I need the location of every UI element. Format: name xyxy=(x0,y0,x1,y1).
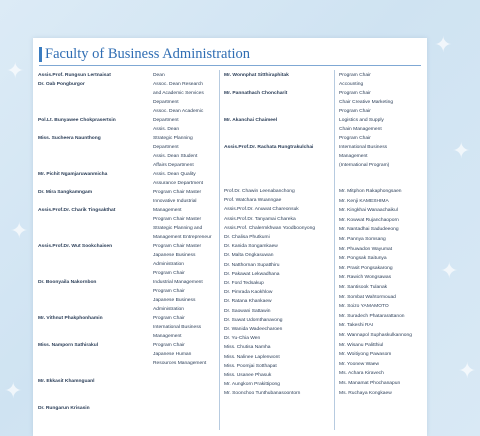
position-line: Program Chair xyxy=(153,343,185,348)
position-line: Dr. Kanida Songamkaew xyxy=(224,244,278,250)
position-line: Administration xyxy=(153,307,184,312)
position-line: Assis.Prof. Chalermkhwan Yoodboonyong xyxy=(224,225,316,231)
person-name: Miss. Namporn Sathirakul xyxy=(38,343,99,348)
position-line: Dr. Pimrada Kaokhlow xyxy=(224,290,273,296)
background-sparkle-icon: ✦ xyxy=(434,32,453,57)
background-sparkle-icon: ✦ xyxy=(458,358,477,383)
position-line: Chair Creative Marketing xyxy=(339,100,394,105)
position-line: Mr. Yoonew Waew xyxy=(339,361,380,367)
position-line: Assis. Dean xyxy=(153,127,180,132)
position-line: Mr. Prasit Pongsakarong xyxy=(339,265,393,271)
position-line: Accounting xyxy=(339,82,364,87)
position-line: Prof.Dr. Chawin Leenabanchong xyxy=(224,189,295,194)
position-line: Japanese Human xyxy=(153,352,192,357)
position-line: (International Program) xyxy=(339,163,390,168)
background-sparkle-icon: ✦ xyxy=(440,258,459,283)
position-line: Dr. Ford Tedsakup xyxy=(224,281,264,286)
position-line: Mr. Pongsak Saitunya xyxy=(339,256,387,262)
person-name: Mr. Vithnut Phakphonhamin xyxy=(38,316,103,321)
position-line: Assoc. Dean Research xyxy=(153,82,204,87)
position-line: Mr. Takeshi RAI xyxy=(339,323,374,329)
position-line: Resources Management xyxy=(153,361,207,366)
person-name: Pol.Lt. Bunyawee Chokprasertsin xyxy=(38,118,116,123)
position-line: Mr. Wannapol Suphaskulkannong xyxy=(339,333,412,338)
person-name: Dr. Mira Sangkamngam xyxy=(38,190,93,195)
position-line: Mr. Kowwat Rujanchaoporn xyxy=(339,217,399,223)
person-name: Dr. Boonyaila Nakornbon xyxy=(38,280,97,285)
person-name: Mr. Wonnphat Sitthiraphitak xyxy=(224,73,289,78)
position-line: Chain Management xyxy=(339,127,382,132)
position-line: Management Entrepreneur xyxy=(153,235,212,240)
position-line: Assis.Prof.Dr. Anuwat Chareonsuk xyxy=(224,207,299,213)
person-name: Dr. Rungarun Krisasin xyxy=(38,406,90,411)
position-line: International Business xyxy=(339,145,388,150)
position-line: Program Chair xyxy=(339,91,371,96)
person-name: Mr. Akanchai Chaimeel xyxy=(224,118,278,123)
position-line: Program Chair xyxy=(339,109,371,114)
person-name: Mr. Pichit Ngamjaruwanmicha xyxy=(38,172,108,177)
position-line: Dr. Saowani Sattawin xyxy=(224,308,271,314)
position-line: Mr. Aungkorn Prakittipong xyxy=(224,382,281,388)
person-name: Assis.Prof.Dr. Rachata Rungtrakulchai xyxy=(224,145,314,150)
position-line: International Business xyxy=(153,325,202,330)
position-line: Strategic Planning and xyxy=(153,226,203,231)
position-line: Japanese Business xyxy=(153,253,196,258)
position-line: Ms. Achara Kiravech xyxy=(339,371,384,377)
title-divider xyxy=(39,65,421,66)
position-line: Japanese Business xyxy=(153,298,196,303)
position-line: Logistics and Supply xyxy=(339,118,384,123)
position-line: Dr. Malta Ongkasuwan xyxy=(224,253,274,259)
position-line: Assis.Prof.Dr. Tanyamai Chareka xyxy=(224,216,296,222)
position-line: Assurance Department xyxy=(153,181,204,186)
position-line: Department xyxy=(153,100,179,105)
position-line: Miss. Nalinee Laplenwont xyxy=(224,354,280,360)
position-line: Miss. Poomjai Sotthapat xyxy=(224,363,277,369)
position-line: Dr. Yu-Chia Wen xyxy=(224,336,261,342)
position-line: Assoc. Dean Academic xyxy=(153,109,204,114)
column-divider xyxy=(334,70,335,430)
position-line: Dr. Chalisa Phutkumi xyxy=(224,235,270,240)
position-line: Assis. Dean Quality xyxy=(153,172,196,177)
position-line: Management xyxy=(153,334,182,339)
position-line: Mr. Kingkhai Wanaachaikul xyxy=(339,208,398,214)
position-line: Management xyxy=(339,154,368,159)
position-line: Miss. Usanee Phasuk xyxy=(224,373,272,378)
position-line: Miss. Chutisa Namha xyxy=(224,345,271,351)
position-line: Innovative Industrial xyxy=(153,199,197,204)
position-line: Dr. Suwat Udomthanavong xyxy=(224,317,283,323)
position-line: Affairs Department xyxy=(153,163,194,168)
background-sparkle-icon: ✦ xyxy=(452,138,471,163)
person-name: Dr. Oab Pongburgor xyxy=(38,82,85,87)
position-line: Mr. Woitiyong Pawasom xyxy=(339,352,392,358)
position-line: Dr. Natthornan Supatthiru xyxy=(224,262,280,268)
background-sparkle-icon: ✦ xyxy=(4,378,23,403)
person-name: Assis.Prof.Dr. Wut Sookchaisen xyxy=(38,244,113,249)
person-name: Miss. Sucheera Naunthong xyxy=(38,136,101,141)
position-line: Mr. Soizo YAMAMOTO xyxy=(339,304,389,310)
position-line: Prof. Watchara Wuanngae xyxy=(224,198,282,204)
position-line: Mr. Rawich Wongsawas xyxy=(339,275,392,281)
position-line: Management xyxy=(153,208,182,213)
position-line: Mr. Phuwadon Wayumat xyxy=(339,246,393,252)
position-line: Program Chair xyxy=(339,73,371,78)
person-name: Mr. Pannathach Choncharit xyxy=(224,91,288,96)
position-line: Dr. Ratana Khankaew xyxy=(224,299,272,305)
person-name: Mr. Ekkasit Khamnguanl xyxy=(38,379,95,384)
position-line: Program Chair xyxy=(153,289,185,294)
position-line: Mr. Wisanu Palitthiul xyxy=(339,342,384,348)
position-line: Mr. Santisook Tulanak xyxy=(339,285,388,290)
position-line: Assis. Dean Student xyxy=(153,154,198,159)
position-line: Mr. Suradech Phatararattanon xyxy=(339,313,405,319)
position-line: Program Chair Master xyxy=(153,244,202,249)
staff-directory-panel xyxy=(33,38,427,436)
position-line: Ms. Manamat Phochanapun xyxy=(339,381,401,386)
position-line: Mr. Nantadhai Sadudeeong xyxy=(339,227,399,233)
background-sparkle-icon: ✦ xyxy=(10,218,29,243)
position-line: and Academic Services xyxy=(153,91,204,96)
background-sparkle-icon: ✦ xyxy=(6,58,25,83)
position-line: Administration xyxy=(153,262,184,267)
position-line: Program Chair Master xyxy=(153,217,202,222)
column-divider xyxy=(219,70,220,430)
position-line: Mr. Kenji KAMESHIMA xyxy=(339,198,389,204)
position-line: Department xyxy=(153,118,179,123)
position-line: Dean xyxy=(153,73,165,78)
person-name: Assis.Prof. Rungsun Lertnaisat xyxy=(38,73,111,78)
person-name: Assis.Prof.Dr. Charik Tingsakthat xyxy=(38,208,116,213)
position-line: Program Chair Master xyxy=(153,190,202,195)
position-line: Mr. Mitphon Rakaphongsaen xyxy=(339,189,402,194)
position-line: Strategic Planning xyxy=(153,136,193,141)
position-line: Mr. Soonchoo Tunthubanasoontorn xyxy=(224,391,301,397)
position-line: Ms. Ruchaya Kongkaew xyxy=(339,390,392,396)
position-line: Dr. Wanida Wadeecharoen xyxy=(224,327,283,332)
position-line: Mr. Sombat Wahtormouad xyxy=(339,294,396,300)
page-title: Faculty of Business Administration xyxy=(45,46,251,62)
position-line: Mr. Pannya Somsang xyxy=(339,237,386,242)
title-accent-bar xyxy=(39,47,42,62)
position-line: Department xyxy=(153,145,179,150)
position-line: Program Chair xyxy=(339,136,371,141)
position-line: Industrial Management xyxy=(153,280,203,285)
position-line: Program Chair xyxy=(153,316,185,321)
position-line: Program Chair xyxy=(153,271,185,276)
position-line: Dr. Pakawat Lekwadhana xyxy=(224,271,280,277)
